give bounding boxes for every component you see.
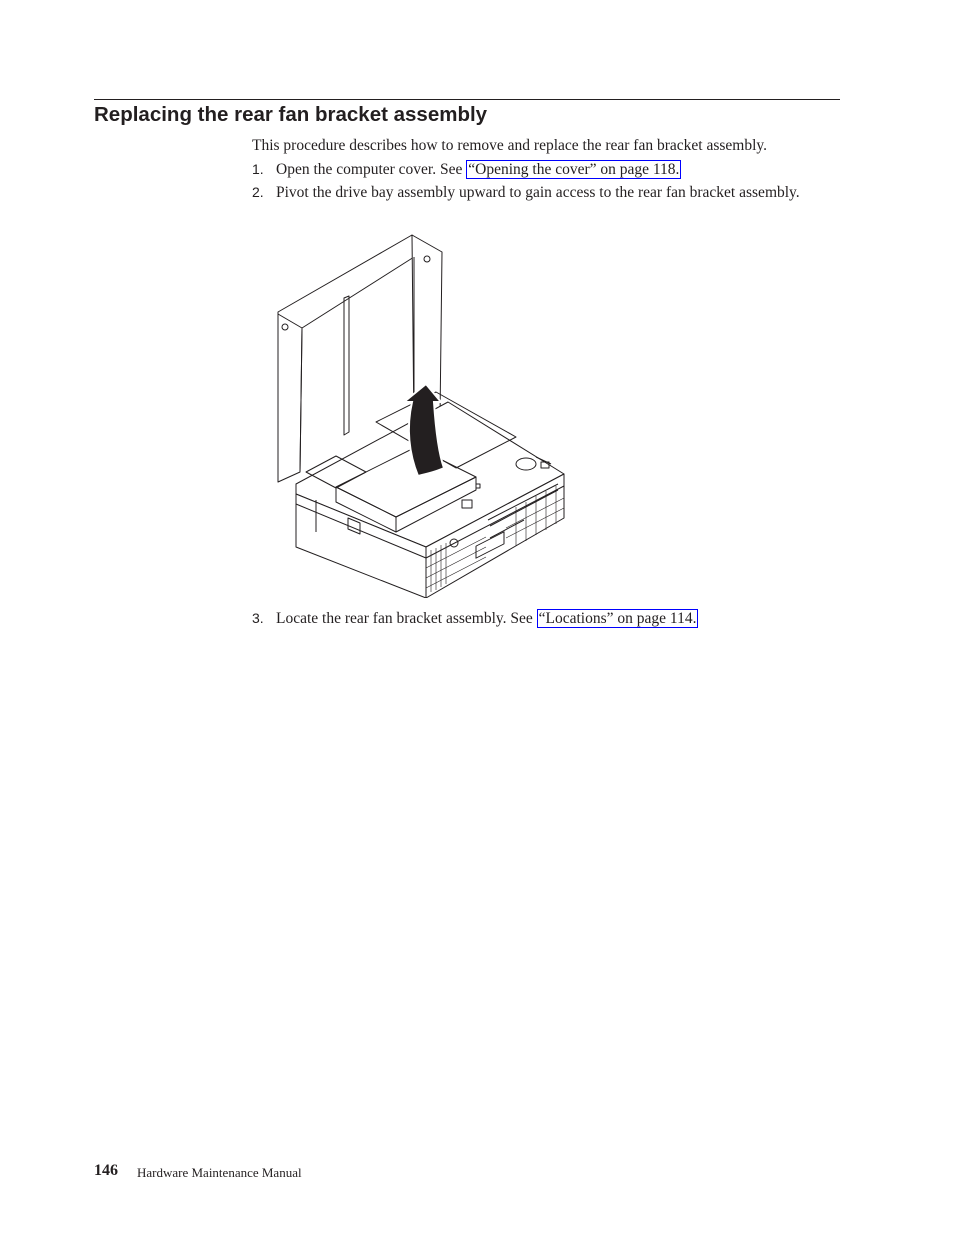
page-number: 146 — [94, 1162, 118, 1179]
intro-paragraph: This procedure describes how to remove and replace the rear fan bracket assembly. — [252, 137, 768, 154]
section-heading: Replacing the rear fan bracket assembly — [94, 103, 488, 126]
step-text: Locate the rear fan bracket assembly. See “Locations” on page 114. — [276, 610, 697, 627]
step-text: Pivot the drive bay assembly upward to gain access to the rear fan bracket assembly. — [276, 184, 800, 201]
drive-bay-pivot-illustration — [276, 232, 568, 598]
heading-rule — [94, 99, 840, 100]
step-text: Open the computer cover. See “Opening the cover” on page 118. — [276, 161, 680, 178]
locations-link[interactable]: “Locations” on page 114. — [538, 610, 697, 627]
step-number: 1. — [252, 161, 264, 177]
opening-cover-link[interactable]: “Opening the cover” on page 118. — [468, 161, 680, 178]
step-number: 3. — [252, 610, 264, 626]
manual-title: Hardware Maintenance Manual — [137, 1165, 302, 1180]
step-number: 2. — [252, 184, 264, 200]
